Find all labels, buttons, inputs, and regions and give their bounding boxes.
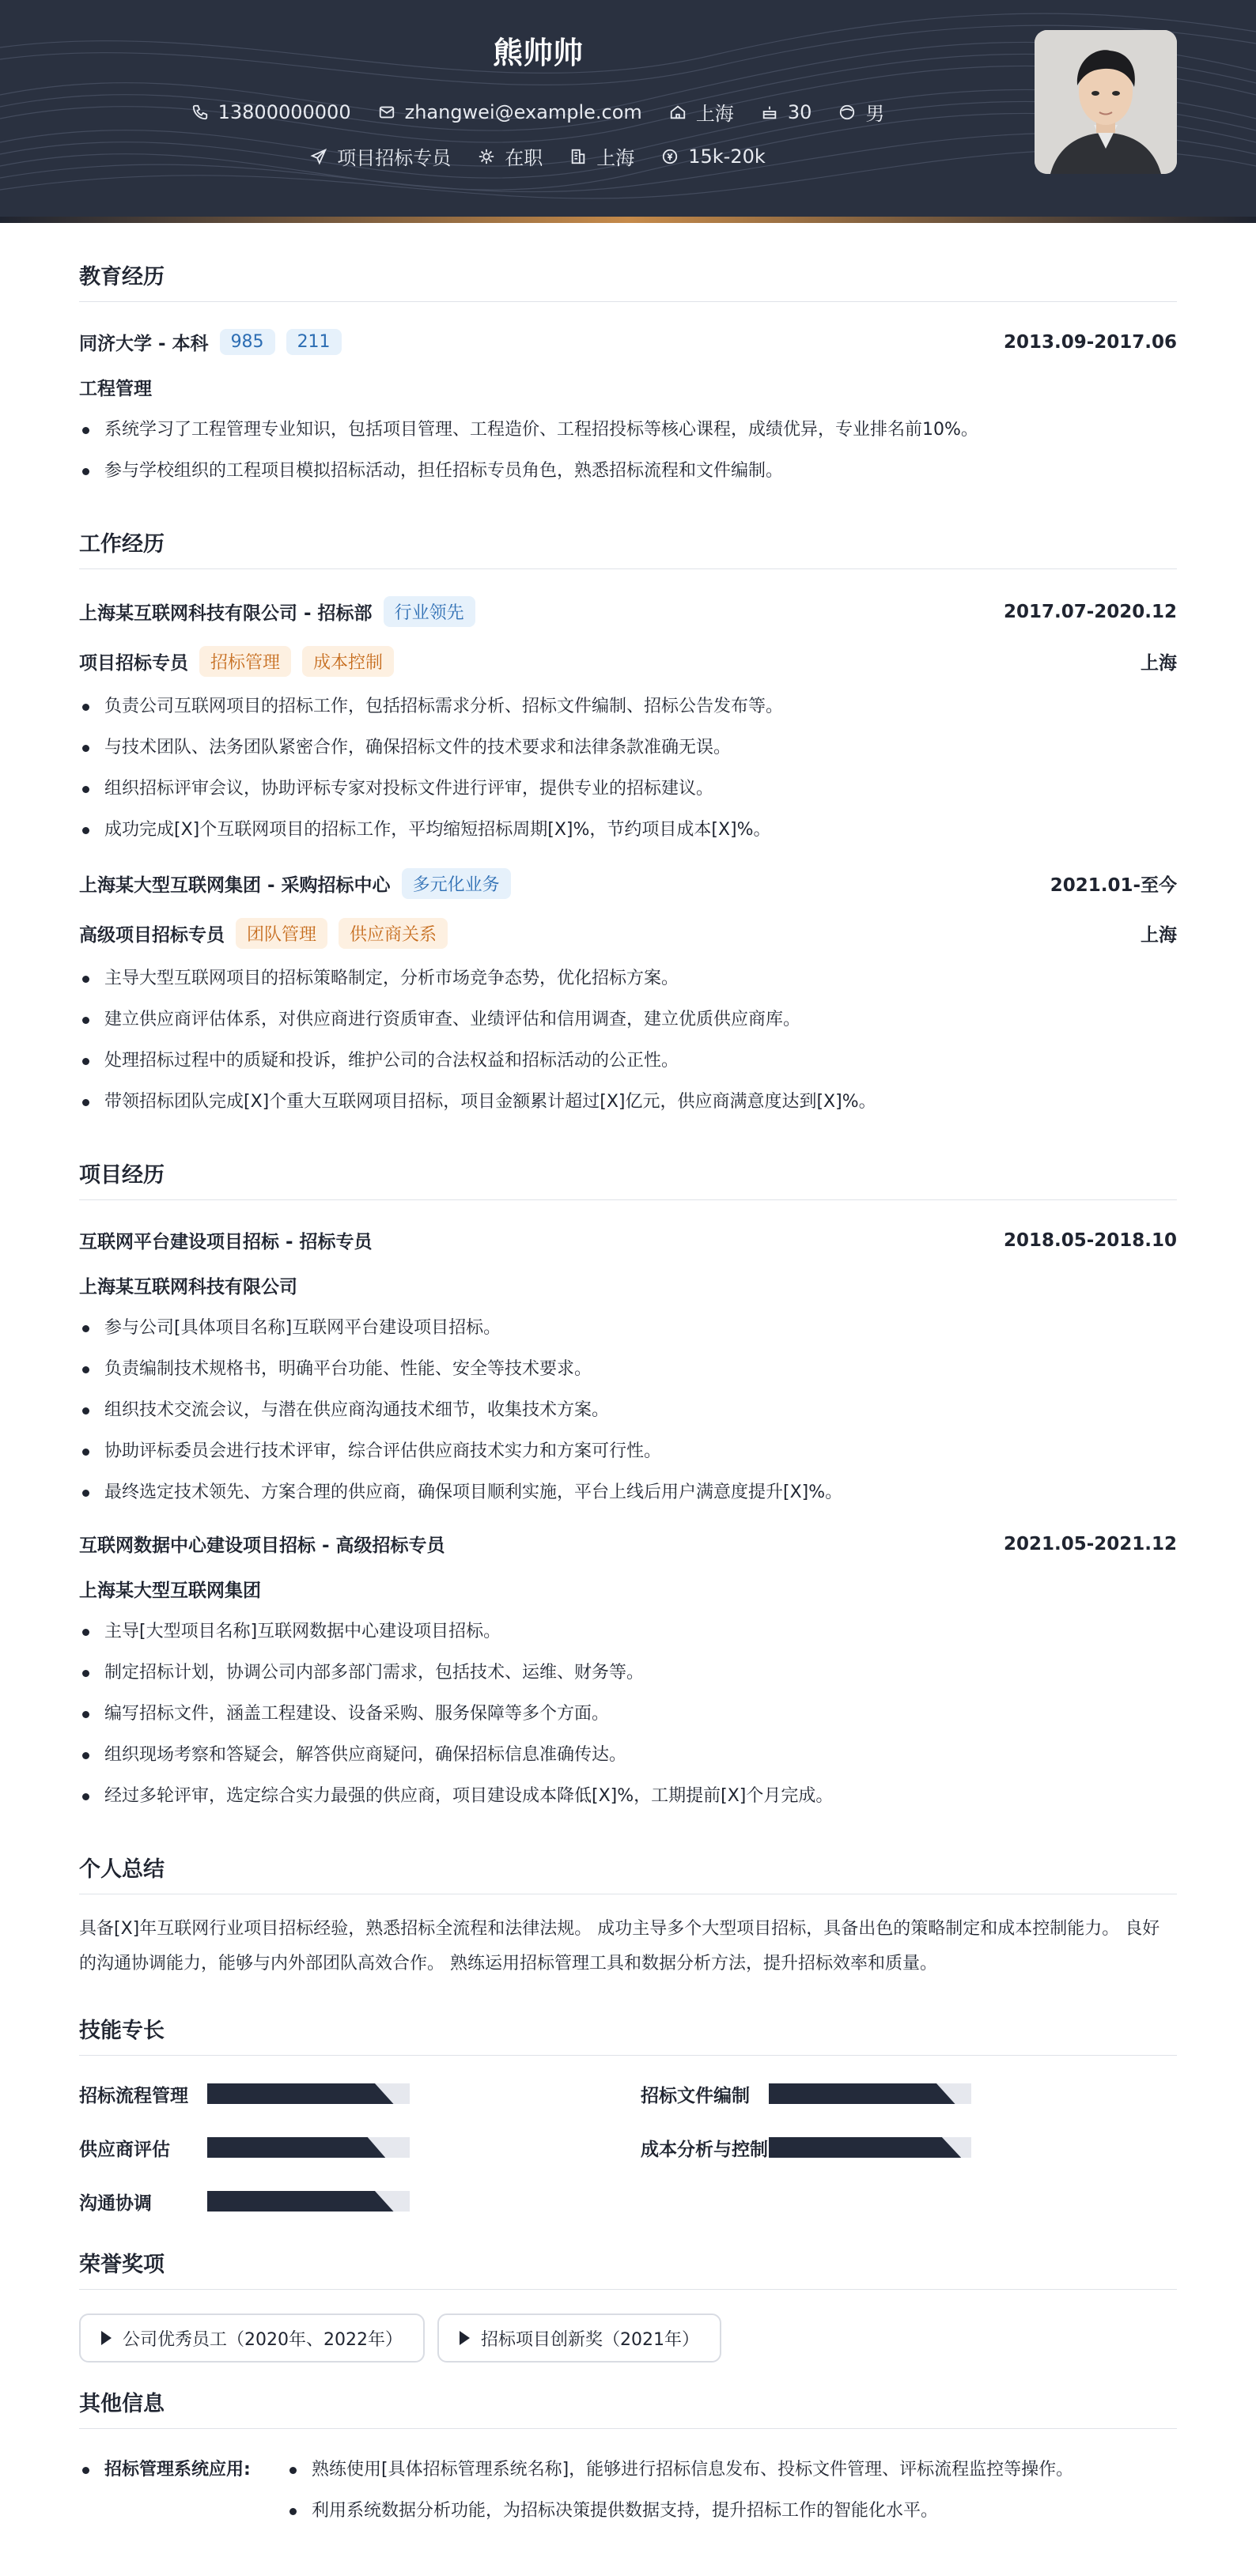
list-item: 制定招标计划，协调公司内部多部门需求，包括技术、运维、财务等。 [79,1652,1177,1694]
list-item: 组织技术交流会议，与潜在供应商沟通技术细节，收集技术方案。 [79,1390,1177,1431]
skill-label: 供应商评估 [79,2139,170,2160]
job-entry-head [79,596,1177,627]
resume-content [79,223,1177,2532]
age-item [761,101,812,123]
job-date: 2017.07-2020.12 [1003,601,1177,622]
resume-header [0,0,1256,223]
skill-label: 招标文件编制 [641,2085,750,2106]
project-date: 2021.05-2021.12 [1003,1533,1177,1554]
skill-bar-fill [207,2083,394,2104]
skill-bar-fill [769,2137,961,2158]
skill-bar-fill [207,2191,394,2212]
education-bullets [79,410,1177,492]
major-name: 工程管理 [79,379,152,399]
project-org: 上海某大型互联网集团 [79,1581,261,1601]
email-text: zhangwei@example.com [404,100,642,123]
company-name: 上海某大型互联网集团 - 采购招标中心 [79,875,391,896]
list-item: 系统学习了工程管理专业知识，包括项目管理、工程造价、工程招投标等核心课程，成绩优异，专业排名前10%。 [79,410,1177,451]
mail-icon [378,104,395,121]
phone-text: 13800000000 [218,100,351,123]
job-date: 2021.01-至今 [1050,875,1177,896]
skill-bar-fill [769,2083,955,2104]
education-left [79,329,342,355]
status-text: 在职 [505,147,543,169]
header-accent-bar [0,217,1256,223]
skill-bar [769,2137,971,2158]
company-tag: 多元化业务 [402,868,511,899]
project-org-head [79,1272,1177,1298]
other-row [79,2449,1177,2532]
bullet-dot [79,2449,104,2532]
company-tag: 行业领先 [384,596,475,627]
project-org-head [79,1576,1177,1602]
awards-list [79,2313,1177,2363]
list-item: 经过多轮评审，选定综合实力最强的供应商，项目建设成本降低[X]%，工期提前[X]个月完成。 [79,1776,1177,1817]
project-org: 上海某互联网科技有限公司 [79,1277,297,1297]
section-title: 工作经历 [79,527,1177,569]
coin-icon [661,148,679,165]
skill-bar-fill [207,2137,385,2158]
job-role-head [79,918,1177,949]
job-role-head [79,646,1177,677]
other-list [286,2449,1073,2532]
job-info-row [0,142,1076,170]
section-title: 技能专长 [79,2013,1177,2056]
education-entry-head [79,329,1177,355]
list-item: 与技术团队、法务团队紧密合作，确保招标文件的技术要求和法律条款准确无误。 [79,727,1177,769]
skill-bar [207,2083,410,2104]
section-title: 项目经历 [79,1158,1177,1200]
phone-item [191,101,351,123]
skill-item [641,2130,1177,2165]
list-item: 带领招标团队完成[X]个重大互联网项目招标，项目金额累计超过[X]亿元，供应商满意度达到[X]%。 [79,1082,1177,1123]
email-item [378,101,642,123]
play-icon [460,2331,470,2345]
skill-label: 成本分析与控制 [641,2139,768,2160]
role-tag: 供应商关系 [339,918,448,949]
play-icon [101,2331,112,2345]
location-item [669,98,734,126]
company-name: 上海某互联网科技有限公司 - 招标部 [79,603,373,624]
award-item [437,2313,721,2363]
gear-icon [478,148,495,165]
job-entry-head [79,868,1177,899]
list-item: 负责公司互联网项目的招标工作，包括招标需求分析、招标文件编制、招标公告发布等。 [79,686,1177,727]
role-tag: 招标管理 [199,646,291,677]
avatar-photo [1035,30,1177,174]
job-role: 项目招标专员 [79,653,188,674]
skill-bar [207,2137,410,2158]
summary-section [79,1852,1177,1981]
list-item: 主导大型互联网项目的招标策略制定，分析市场竞争态势，优化招标方案。 [79,958,1177,999]
projects-section [79,1158,1177,1817]
skill-bar [769,2083,971,2104]
school-tag: 211 [286,329,342,355]
project-entry-head [79,1227,1177,1253]
other-info [79,2449,1177,2532]
job-city: 上海 [1141,925,1177,946]
salary-text: 15k-20k [688,145,766,168]
other-section [79,2386,1177,2532]
list-item: 组织现场考察和答疑会，解答供应商疑问，确保招标信息准确传达。 [79,1735,1177,1776]
candidate-name: 熊帅帅 [492,36,583,70]
summary-text: 具备[X]年互联网行业项目招标经验，熟悉招标全流程和法律法规。 成功主导多个大型项目招标，具备出色的策略制定和成本控制能力。 良好的沟通协调能力，能够与内外部团队高效合作。 熟练运用招标管理工具和数据分析方法，提升招标效率和质量。 [79,1919,1160,1974]
awards-section [79,2247,1177,2363]
section-title: 荣誉奖项 [79,2247,1177,2290]
skill-label: 沟通协调 [79,2193,152,2214]
list-item: 参与学校组织的工程项目模拟招标活动，担任招标专员角色，熟悉招标流程和文件编制。 [79,451,1177,492]
project-date: 2018.05-2018.10 [1003,1229,1177,1251]
education-date: 2013.09-2017.06 [1003,331,1177,353]
award-item [79,2313,425,2363]
role-tag: 团队管理 [236,918,327,949]
job-bullets [79,686,1177,851]
list-item: 参与公司[具体项目名称]互联网平台建设项目招标。 [79,1308,1177,1349]
list-item: 主导[大型项目名称]互联网数据中心建设项目招标。 [79,1611,1177,1652]
project-bullets [79,1308,1177,1513]
other-key: 招标管理系统应用: [104,2460,251,2480]
list-item: 利用系统数据分析功能，为招标决策提供数据支持，提升招标工作的智能化水平。 [286,2491,1073,2532]
skill-item [641,2076,1177,2111]
award-text: 招标项目创新奖（2021年） [480,2329,699,2350]
cake-icon [761,104,778,121]
building-icon [569,148,587,165]
job-role: 高级项目招标专员 [79,925,225,946]
list-item: 负责编制技术规格书，明确平台功能、性能、安全等技术要求。 [79,1349,1177,1390]
phone-icon [191,104,209,121]
list-item: 建立供应商评估体系，对供应商进行资质审查、业绩评估和信用调查，建立优质供应商库。 [79,999,1177,1041]
send-icon [310,148,327,165]
school-name: 同济大学 - 本科 [79,334,209,354]
list-item: 最终选定技术领先、方案合理的供应商，确保项目顺利实施，平台上线后用户满意度提升[X]%。 [79,1472,1177,1513]
location-text: 上海 [695,103,734,125]
section-title: 个人总结 [79,1852,1177,1894]
role-tag: 成本控制 [302,646,394,677]
skill-item [79,2130,641,2165]
age-text: 30 [787,100,812,123]
list-item: 成功完成[X]个互联网项目的招标工作，平均缩短招标周期[X]%，节约项目成本[X]%。 [79,810,1177,851]
gender-item [838,98,884,126]
skills-section [79,2013,1177,2219]
home-icon [669,104,687,121]
skill-item [79,2184,641,2219]
salary-item [661,145,766,168]
job-city: 上海 [1141,653,1177,674]
section-title: 教育经历 [79,259,1177,302]
list-item: 熟练使用[具体招标管理系统名称]，能够进行招标信息发布、投标文件管理、评标流程监控等操作。 [286,2449,1073,2491]
position-item [310,142,451,170]
education-section [79,259,1177,492]
project-name: 互联网平台建设项目招标 - 招标专员 [79,1232,373,1252]
major-head [79,374,1177,400]
status-item [478,142,543,170]
project-bullets [79,1611,1177,1817]
section-title: 其他信息 [79,2386,1177,2429]
avatar [1035,30,1177,174]
project-name: 互联网数据中心建设项目招标 - 高级招标专员 [79,1535,445,1556]
work-city-item [569,142,634,170]
skill-label: 招标流程管理 [79,2085,188,2106]
skills-grid [79,2076,1177,2219]
list-item: 处理招标过程中的质疑和投诉，维护公司的合法权益和招标活动的公正性。 [79,1041,1177,1082]
position-text: 项目招标专员 [337,147,452,169]
list-item: 协助评标委员会进行技术评审，综合评估供应商技术实力和方案可行性。 [79,1431,1177,1472]
work-section [79,527,1177,1123]
gender-text: 男 [865,103,885,125]
skill-bar [207,2191,410,2212]
job-bullets [79,958,1177,1123]
work-city-text: 上海 [596,147,635,169]
school-tag: 985 [220,329,275,355]
contact-info-row [0,98,1076,126]
person-icon [838,104,856,121]
skill-item [79,2076,641,2111]
project-entry-head [79,1531,1177,1557]
list-item: 组织招标评审会议，协助评标专家对投标文件进行评审，提供专业的招标建议。 [79,769,1177,810]
list-item: 编写招标文件，涵盖工程建设、设备采购、服务保障等多个方面。 [79,1694,1177,1735]
award-text: 公司优秀员工（2020年、2022年） [123,2329,403,2350]
